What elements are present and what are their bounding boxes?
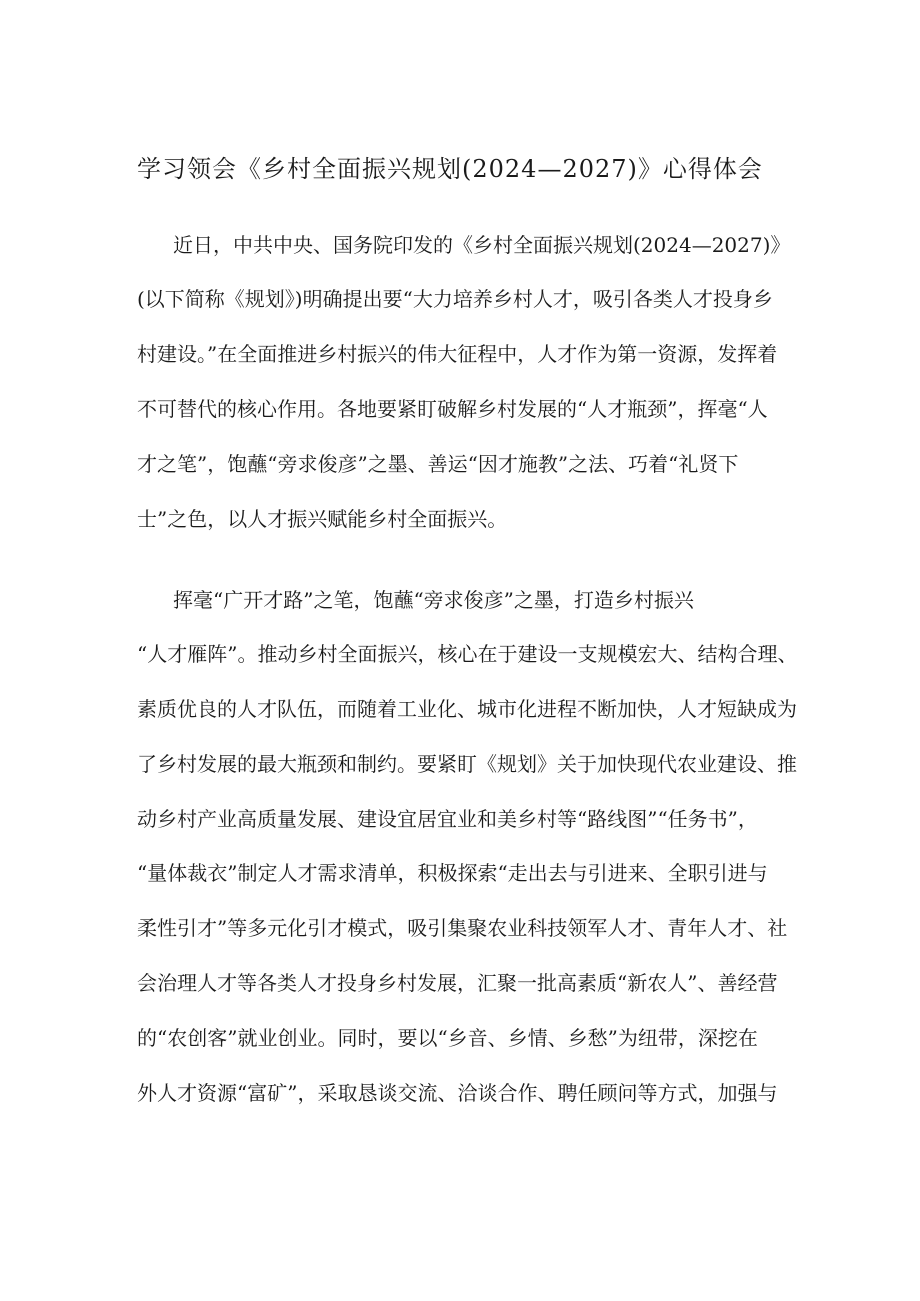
paragraph-2-line-1: 挥毫“广开才路”之笔，饱蘸“旁求俊彦”之墨，打造乡村振兴	[173, 588, 694, 612]
paragraph-1-line-5: 才之笔”，饱蘸“旁求俊彦”之墨、善运“因才施教”之法、巧着“礼贤下	[137, 452, 739, 476]
paragraph-2-line-4: 了乡村发展的最大瓶颈和制约。要紧盯《规划》关于加快现代农业建设、推	[137, 752, 797, 776]
paragraph-1-line-6: 士”之色，以人才振兴赋能乡村全面振兴。	[137, 507, 508, 531]
paragraph-2-line-8: 会治理人才等各类人才投身乡村发展，汇聚一批高素质“新农人”、善经营	[137, 971, 778, 995]
paragraph-1-line-3: 村建设。”在全面推进乡村振兴的伟大征程中，人才作为第一资源，发挥着	[137, 342, 778, 366]
paragraph-2-line-6: “量体裁衣”制定人才需求清单，积极探索“走出去与引进来、全职引进与	[137, 861, 768, 885]
paragraph-2-line-10: 外人才资源“富矿”，采取恳谈交流、洽谈合作、聘任顾问等方式，加强与	[137, 1081, 778, 1105]
paragraph-2-line-5: 动乡村产业高质量发展、建设宜居宜业和美乡村等“路线图”“任务书”，	[137, 807, 758, 831]
paragraph-1-line-2: (以下简称《规划》)明确提出要“大力培养乡村人才，吸引各类人才投身乡	[137, 287, 773, 311]
paragraph-2-line-7: 柔性引才”等多元化引才模式，吸引集聚农业科技领军人才、青年人才、社	[137, 916, 788, 940]
paragraph-1-line-4: 不可替代的核心作用。各地要紧盯破解乡村发展的“人才瓶颈”，挥毫“人	[137, 397, 768, 421]
document-title: 学习领会《乡村全面振兴规划(2024—2027)》心得体会	[137, 155, 763, 183]
paragraph-1-line-1: 近日，中共中央、国务院印发的《乡村全面振兴规划(2024—2027)》	[173, 233, 791, 257]
paragraph-2-line-3: 素质优良的人才队伍，而随着工业化、城市化进程不断加快，人才短缺成为	[137, 697, 797, 721]
paragraph-2-line-9: 的“农创客”就业创业。同时，要以“乡音、乡情、乡愁”为纽带，深挖在	[137, 1026, 758, 1050]
paragraph-2-line-2: “人才雁阵”。推动乡村全面振兴，核心在于建设一支规模宏大、结构合理、	[137, 642, 798, 666]
